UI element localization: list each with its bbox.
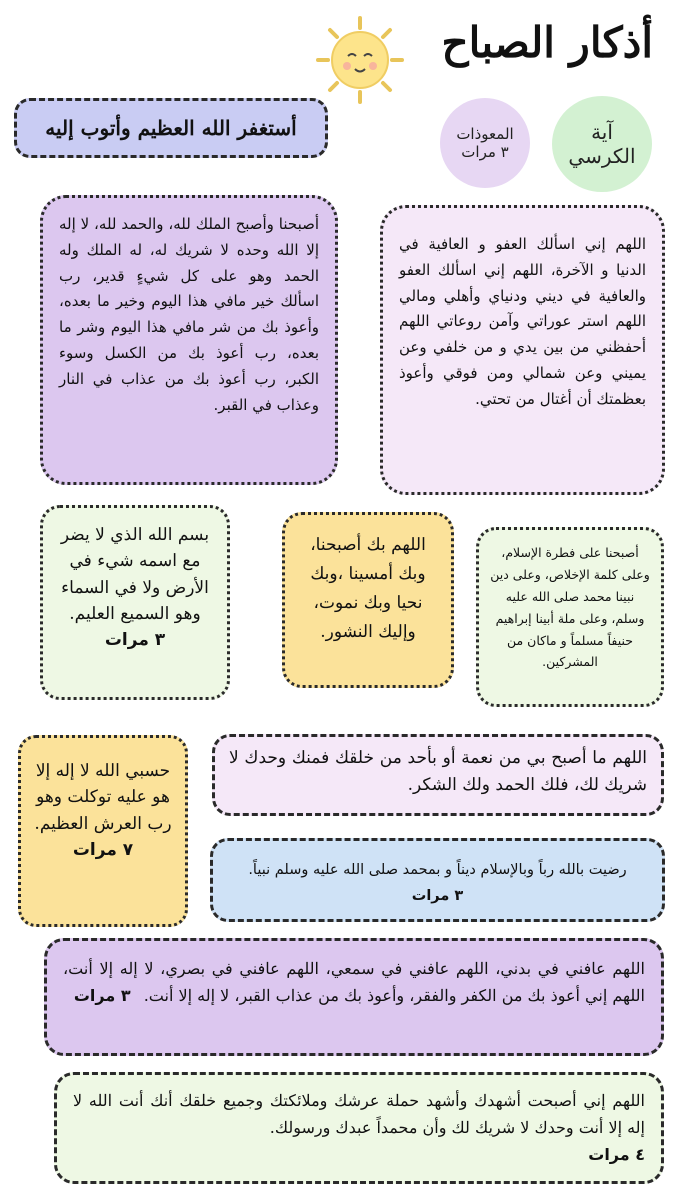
hasbi-text: حسبي الله لا إله إلا هو عليه توكلت وهو رب العرش العظيم. <box>34 761 172 834</box>
bismillah-text: بسم الله الذي لا يضر مع اسمه شيء في الأرض ولا في السماء وهو السميع العليم. <box>60 525 210 625</box>
ashhaduk-text: اللهم إني أصبحت أشهدك وأشهد حملة عرشك وملائكتك وجميع خلقك أنك أنت الله لا إله إلا أنت وحدك لا شريك لك وأن محمداً عبدك ورسولك. <box>73 1091 645 1138</box>
fitra-card <box>476 527 664 707</box>
ayat-kursi-circle <box>552 96 652 192</box>
raditu-text: رضيت بالله رباً وبالإسلام ديناً و بمحمد صلى الله عليه وسلم نبياً. <box>248 862 627 878</box>
bismillah-card <box>40 505 230 700</box>
asbahna-mulk-text: أصبحنا وأصبح الملك لله، والحمد لله، لا إله إلا الله وحده لا شريك له، له الملك وله الحمد وهو على كل شيءٍ قدير، رب اسألك خير مافي هذا اليوم وخير ما بعده، وأعوذ بك من شر مافي هذا اليوم وشر ما بعده، رب أعوذ بك من الكسل وسوء الكبر، رب أعوذ بك من عذاب في النار وعذاب في القبر. <box>59 215 319 414</box>
asbahna-mulk-card <box>40 195 338 485</box>
hasbi-count: ٧ مرات <box>72 840 134 861</box>
istighfar-badge <box>14 98 328 158</box>
nima-text: اللهم ما أصبح بي من نعمة أو بأحد من خلقك فمنك وحدك لا شريك لك، فلك الحمد ولك الشكر. <box>229 748 647 796</box>
sun-icon <box>314 14 406 106</box>
ashhaduk-count: ٤ مرات <box>588 1145 645 1165</box>
muawwidhat-label: المعوذات <box>456 125 514 143</box>
kursi-line2: الكرسي <box>568 144 636 168</box>
fitra-text: أصبحنا على فطرة الإسلام، وعلى كلمة الإخلاص، وعلى دين نبينا محمد صلى الله عليه وسلم، وعلى ملة أبينا إبراهيم حنيفاً مسلماً و ماكان من المشركين. <box>490 545 650 670</box>
kursi-line1: آية <box>591 120 613 144</box>
muawwidhat-circle <box>440 98 530 188</box>
muawwidhat-count: ٣ مرات <box>461 143 509 161</box>
afiya-card <box>380 205 665 495</box>
afini-count: ٣ مرات <box>73 986 131 1006</box>
raditu-count: ٣ مرات <box>411 888 464 905</box>
page-title: أذكار الصباح <box>441 18 653 67</box>
bismillah-count: ٣ مرات <box>104 630 166 651</box>
afiya-text: اللهم إني اسألك العفو و العافية في الدنيا و الآخرة، اللهم إني اسألك العفو والعافية في ديني ودنياي وأهلي ومالي اللهم استر عوراتي وآمن روعاتي اللهم أحفظني من بين يدي و من خلفي وعن يميني وعن شمالي ومن فوقي وأعوذ بعظمتك أن أغتال من تحتي. <box>399 235 646 408</box>
nima-card <box>212 734 664 816</box>
raditu-card <box>210 838 665 922</box>
ashhaduk-card <box>54 1072 664 1184</box>
afini-card <box>44 938 664 1056</box>
hasbi-card <box>18 735 188 927</box>
allahumma-bika-text: اللهم بك أصبحنا، وبك أمسينا ،وبك نحيا وبك نموت، وإليك النشور. <box>310 535 426 642</box>
istighfar-text: أستغفر الله العظيم وأتوب إليه <box>45 116 297 140</box>
afini-text: اللهم عافني في بدني، اللهم عافني في سمعي، اللهم عافني في بصري، لا إله إلا أنت، اللهم إني أعوذ بك من الكفر والفقر، وأعوذ بك من عذاب القبر، لا إله إلا أنت. <box>63 959 645 1006</box>
allahumma-bika-card <box>282 512 454 688</box>
